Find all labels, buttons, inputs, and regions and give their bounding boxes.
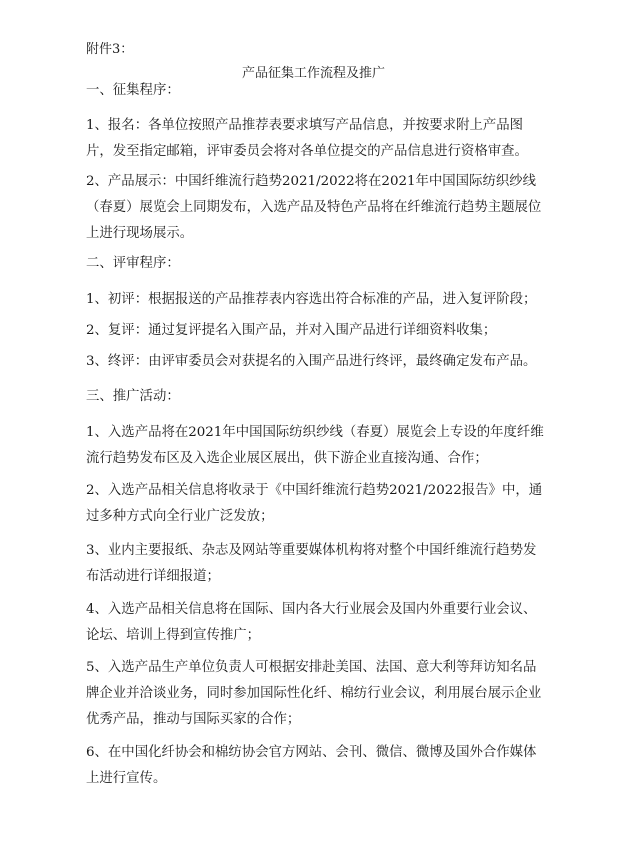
promotion-item-media: 3、业内主要报纸、杂志及网站等重要媒体机构将对整个中国纤维流行趋势发布活动进行详细报道； bbox=[86, 543, 537, 584]
section-heading-review: 二、评审程序： bbox=[86, 256, 180, 271]
review-step-second: 2、复评：通过复评提名入围产品，并对入围产品进行详细资料收集； bbox=[86, 323, 497, 338]
document-title: 产品征集工作流程及推广 bbox=[241, 66, 385, 81]
collection-step-display: 2、产品展示：中国纤维流行趋势2021/2022将在2021年中国国际纺织纱线（春夏）展览会上同期发布，入选产品及特色产品将在纤维流行趋势主题展位上进行现场展示。 bbox=[86, 174, 542, 241]
promotion-item-exhibition: 1、入选产品将在2021年中国国际纺织纱线（春夏）展览会上专设的年度纤维流行趋势发布区及入选企业展区展出，供下游企业直接沟通、合作； bbox=[86, 425, 544, 466]
promotion-item-events: 4、入选产品相关信息将在国际、国内各大行业展会及国内外重要行业会议、论坛、培训上得到宣传推广； bbox=[86, 602, 537, 643]
review-step-initial: 1、初评：根据报送的产品推荐表内容选出符合标准的产品，进入复评阶段； bbox=[86, 292, 537, 307]
collection-step-registration: 1、报名：各单位按照产品推荐表要求填写产品信息，并按要求附上产品图片，发至指定邮箱，评审委员会将对各单位提交的产品信息进行资格审查。 bbox=[86, 118, 528, 159]
section-heading-collection: 一、征集程序： bbox=[86, 83, 180, 98]
promotion-item-international: 5、入选产品生产单位负责人可根据安排赴美国、法国、意大利等拜访知名品牌企业并洽谈业务，同时参加国际性化纤、棉纺行业会议，利用展台展示企业优秀产品，推动与国际买家的合作； bbox=[86, 660, 542, 727]
review-step-final: 3、终评：由评审委员会对获提名的入围产品进行终评，最终确定发布产品。 bbox=[86, 354, 537, 369]
promotion-item-report: 2、入选产品相关信息将收录于《中国纤维流行趋势2021/2022报告》中，通过多种方式向全行业广泛发放； bbox=[86, 483, 543, 524]
section-heading-promotion: 三、推广活动： bbox=[86, 389, 180, 404]
promotion-item-online: 6、在中国化纤协会和棉纺协会官方网站、会刊、微信、微博及国外合作媒体上进行宣传。 bbox=[86, 745, 537, 786]
attachment-label: 附件3： bbox=[86, 42, 134, 57]
